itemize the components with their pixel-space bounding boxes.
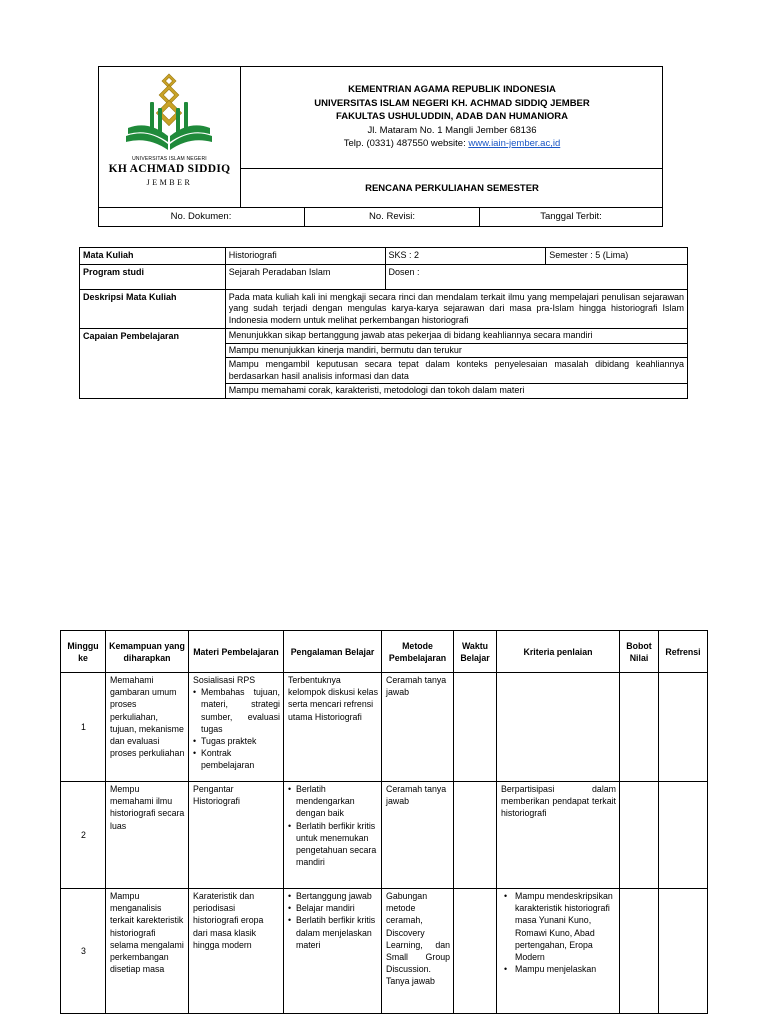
pengalaman-list [288,783,378,868]
kemampuan-cell: Memahami gambaran umum proses perkuliahan, tujuan, mekanisme dan evaluasi proses perkuliahan [106,673,189,782]
col-refrensi: Refrensi [659,631,708,673]
deskripsi-value: Pada mata kuliah kali ini mengkaji secara rinci dan mendalam terkait ilmu yang mempelajari penulisan sejarawan yang sudah terjadi dengan mengulas karya-karya sejarawan dari masa pra-Islam hingga historiografi Islam Indonesia modern untuk melihat perkembangan historiografi [225,289,687,329]
university-name: UNIVERSITAS ISLAM NEGERI KH. ACHMAD SIDDIQ JEMBER [314,97,590,109]
metode-cell: Gabungan metode ceramah, Discovery Learning, dan Small Group Discussion. Tanya jawab [382,889,454,1014]
minggu-cell: 2 [61,782,106,889]
table-row [61,889,708,1014]
bobot-cell [620,889,659,1014]
contact-line [241,137,663,151]
ministry-name: KEMENTRIAN AGAMA REPUBLIK INDONESIA [348,84,556,95]
refrensi-cell [659,889,708,1014]
refrensi-cell [659,782,708,889]
col-waktu: Waktu Belajar [454,631,497,673]
pengalaman-cell: Terbentuknya kelompok diskusi kelas serta mencari refrensi utama Historiografi [284,673,382,782]
col-kriteria: Kriteria penlaian [497,631,620,673]
kriteria-list [501,890,616,975]
prodi-label: Program studi [80,264,226,289]
metode-cell: Ceramah tanya jawab [382,673,454,782]
capaian-item: Mampu menunjukkan kinerja mandiri, bermutu dan terukur [225,343,687,358]
capaian-item: Menunjukkan sikap bertanggung jawab atas pekerjaa di bidang keahliannya secara mandiri [225,329,687,344]
tanggal-terbit: Tanggal Terbit: [540,211,602,222]
col-minggu: Minggu ke [61,631,106,673]
materi-cell [189,673,284,782]
institution-block [241,66,663,169]
capaian-item: Mampu mengambil keputusan secara tepat dalam konteks penyelesaian masalah dibidang keahliannya berdasarkan hasil analisis informasi dan data [225,358,687,384]
kriteria-cell [497,889,620,1014]
table-row [61,782,708,889]
list-item: • Tugas praktek [193,735,280,747]
table-row [80,329,688,344]
faculty-name: FAKULTAS USHULUDDIN, ADAB DAN HUMANIORA [335,111,569,122]
capaian-label: Capaian Pembelajaran [80,329,226,399]
table-row [80,264,688,289]
schedule-table [60,630,708,1014]
prodi-value: Sejarah Peradaban Islam [225,264,385,289]
document-title: RENCANA PERKULIAHAN SEMESTER [365,183,539,194]
materi-cell: Pengantar Historiografi [189,782,284,889]
bobot-cell [620,673,659,782]
waktu-cell [454,889,497,1014]
website-link[interactable]: www.iain-jember.ac,id [468,138,561,149]
no-dokumen: No. Dokumen: [98,208,305,227]
list-item: • Belajar mandiri [288,902,378,914]
col-metode: Metode Pembelajaran [382,631,454,673]
kemampuan-cell: Mempu memahami ilmu historiografi secara luas [106,782,189,889]
mata-kuliah-value: Historiografi [225,248,385,265]
logo-caption-top: UNIVERSITAS ISLAM NEGERI [132,156,207,162]
kriteria-cell [497,673,620,782]
phone-text: Telp. (0331) 487550 website: [343,138,469,149]
list-item: • Membahas tujuan, materi, strategi sumber, evaluasi tugas [193,686,280,735]
list-item: • Mampu mendeskripsikan karakteristik historiografi masa Yunani Kuno, Romawi Kuno, Abad pertengahan, Eropa Modern [501,890,616,963]
waktu-cell [454,782,497,889]
kriteria-cell: Berpartisipasi dalam memberikan pendapat terkait historiografi [497,782,620,889]
list-item: • Berlatih berfikir kritis dalam menjelaskan materi [288,914,378,951]
list-item: • Berlatih berfikir kritis untuk menemukan pengetahuan secara mandiri [288,820,378,869]
col-bobot: Bobot Nilai [620,631,659,673]
logo-caption-main: KH ACHMAD SIDDIQ [108,163,231,175]
materi-cell: Karateristik dan periodisasi historiografi eropa dari masa klasik hingga modern [189,889,284,1014]
dosen-value: Dosen : [385,264,687,289]
col-pengalaman: Pengalaman Belajar [284,631,382,673]
course-info-table [79,247,688,399]
kemampuan-cell: Mampu menganalisis terkait karekteristik historiografi selama mengalami perkembangan disetiap masa [106,889,189,1014]
minggu-cell: 1 [61,673,106,782]
table-row [61,673,708,782]
university-logo-icon [98,72,241,162]
deskripsi-label: Deskripsi Mata Kuliah [80,289,226,329]
col-materi: Materi Pembelajaran [189,631,284,673]
list-item: • Mampu menjelaskan [501,963,616,975]
table-row [80,289,688,329]
list-item: • Kontrak pembelajaran [193,747,280,771]
minggu-cell: 3 [61,889,106,1014]
materi-intro: Sosialisasi RPS [193,675,256,685]
pengalaman-cell [284,889,382,1014]
logo-caption-city: JEMBER [146,178,193,187]
materi-list [193,686,280,771]
list-item: • Bertanggung jawab [288,890,378,902]
sks-value: SKS : 2 [385,248,546,265]
refrensi-cell [659,673,708,782]
metode-cell: Ceramah tanya jawab [382,782,454,889]
table-row [80,248,688,265]
bobot-cell [620,782,659,889]
pengalaman-list [288,890,378,951]
capaian-item: Mampu memahami corak, karakteristi, metodologi dan tokoh dalam materi [225,384,687,399]
col-kemampuan: Kemampuan yang diharapkan [106,631,189,673]
semester-value: Semester : 5 (Lima) [546,248,688,265]
waktu-cell [454,673,497,782]
address: Jl. Mataram No. 1 Mangli Jember 68136 [367,124,537,136]
mata-kuliah-label: Mata Kuliah [80,248,226,265]
table-header-row [61,631,708,673]
no-revisi: No. Revisi: [305,208,480,227]
pengalaman-cell [284,782,382,889]
list-item: • Berlatih mendengarkan dengan baik [288,783,378,820]
document-meta-row [98,207,663,227]
